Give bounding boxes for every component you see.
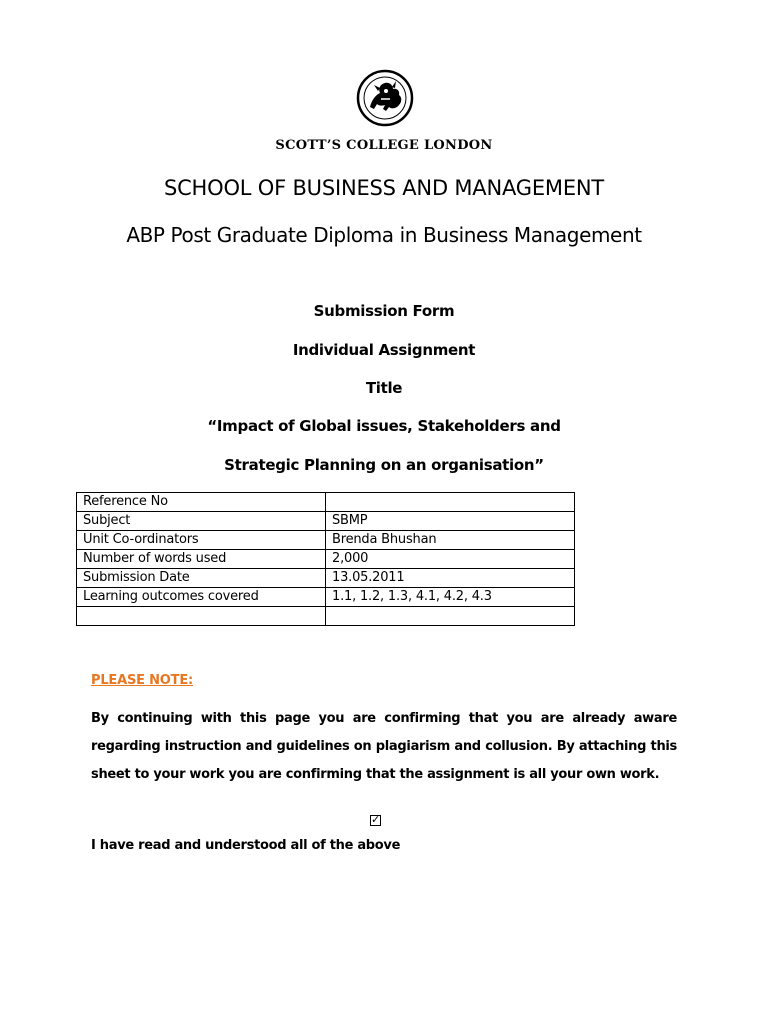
- college-name: SCOTT’S COLLEGE LONDON: [275, 138, 493, 153]
- assignment-title-line2: Strategic Planning on an organisation”: [224, 456, 544, 474]
- acknowledgement-text: I have read and understood all of the above: [91, 838, 401, 853]
- row-value: 13.05.2011: [326, 569, 575, 588]
- title-label: Title: [365, 379, 403, 397]
- row-label: Submission Date: [77, 569, 326, 588]
- table-row: [77, 512, 575, 531]
- row-value: [326, 607, 575, 626]
- table-row: [77, 607, 575, 626]
- table-row: [77, 569, 575, 588]
- acknowledgement-checkbox[interactable]: ✓: [371, 814, 381, 826]
- row-label: Number of words used: [77, 550, 326, 569]
- table-row: [77, 550, 575, 569]
- plagiarism-notice: By continuing with this page you are confirming that you are already aware regarding instruction and guidelines on plagiarism and collusion. By attaching this sheet to your work you are confirming that the assignment is all your own work.: [91, 711, 677, 782]
- row-label: Subject: [77, 512, 326, 531]
- row-value: [326, 493, 575, 512]
- school-name: SCHOOL OF BUSINESS AND MANAGEMENT: [163, 176, 605, 200]
- row-label: Learning outcomes covered: [77, 588, 326, 607]
- row-label: Reference No: [77, 493, 326, 512]
- program-title: ABP Post Graduate Diploma in Business Management: [126, 223, 642, 247]
- table-row: [77, 493, 575, 512]
- table-row: [77, 588, 575, 607]
- form-type: Submission Form: [313, 302, 455, 320]
- table-row: [77, 531, 575, 550]
- row-label: [77, 607, 326, 626]
- row-label: Unit Co-ordinators: [77, 531, 326, 550]
- row-value: Brenda Bhushan: [326, 531, 575, 550]
- submission-details-table: [76, 492, 575, 626]
- row-value: 1.1, 1.2, 1.3, 4.1, 4.2, 4.3: [326, 588, 575, 607]
- please-note-heading: PLEASE NOTE:: [91, 673, 193, 688]
- row-value: 2,000: [326, 550, 575, 569]
- assignment-title-line1: “Impact of Global issues, Stakeholders and: [207, 417, 561, 435]
- row-value: SBMP: [326, 512, 575, 531]
- assignment-type: Individual Assignment: [292, 341, 476, 359]
- college-crest-icon: [356, 69, 414, 127]
